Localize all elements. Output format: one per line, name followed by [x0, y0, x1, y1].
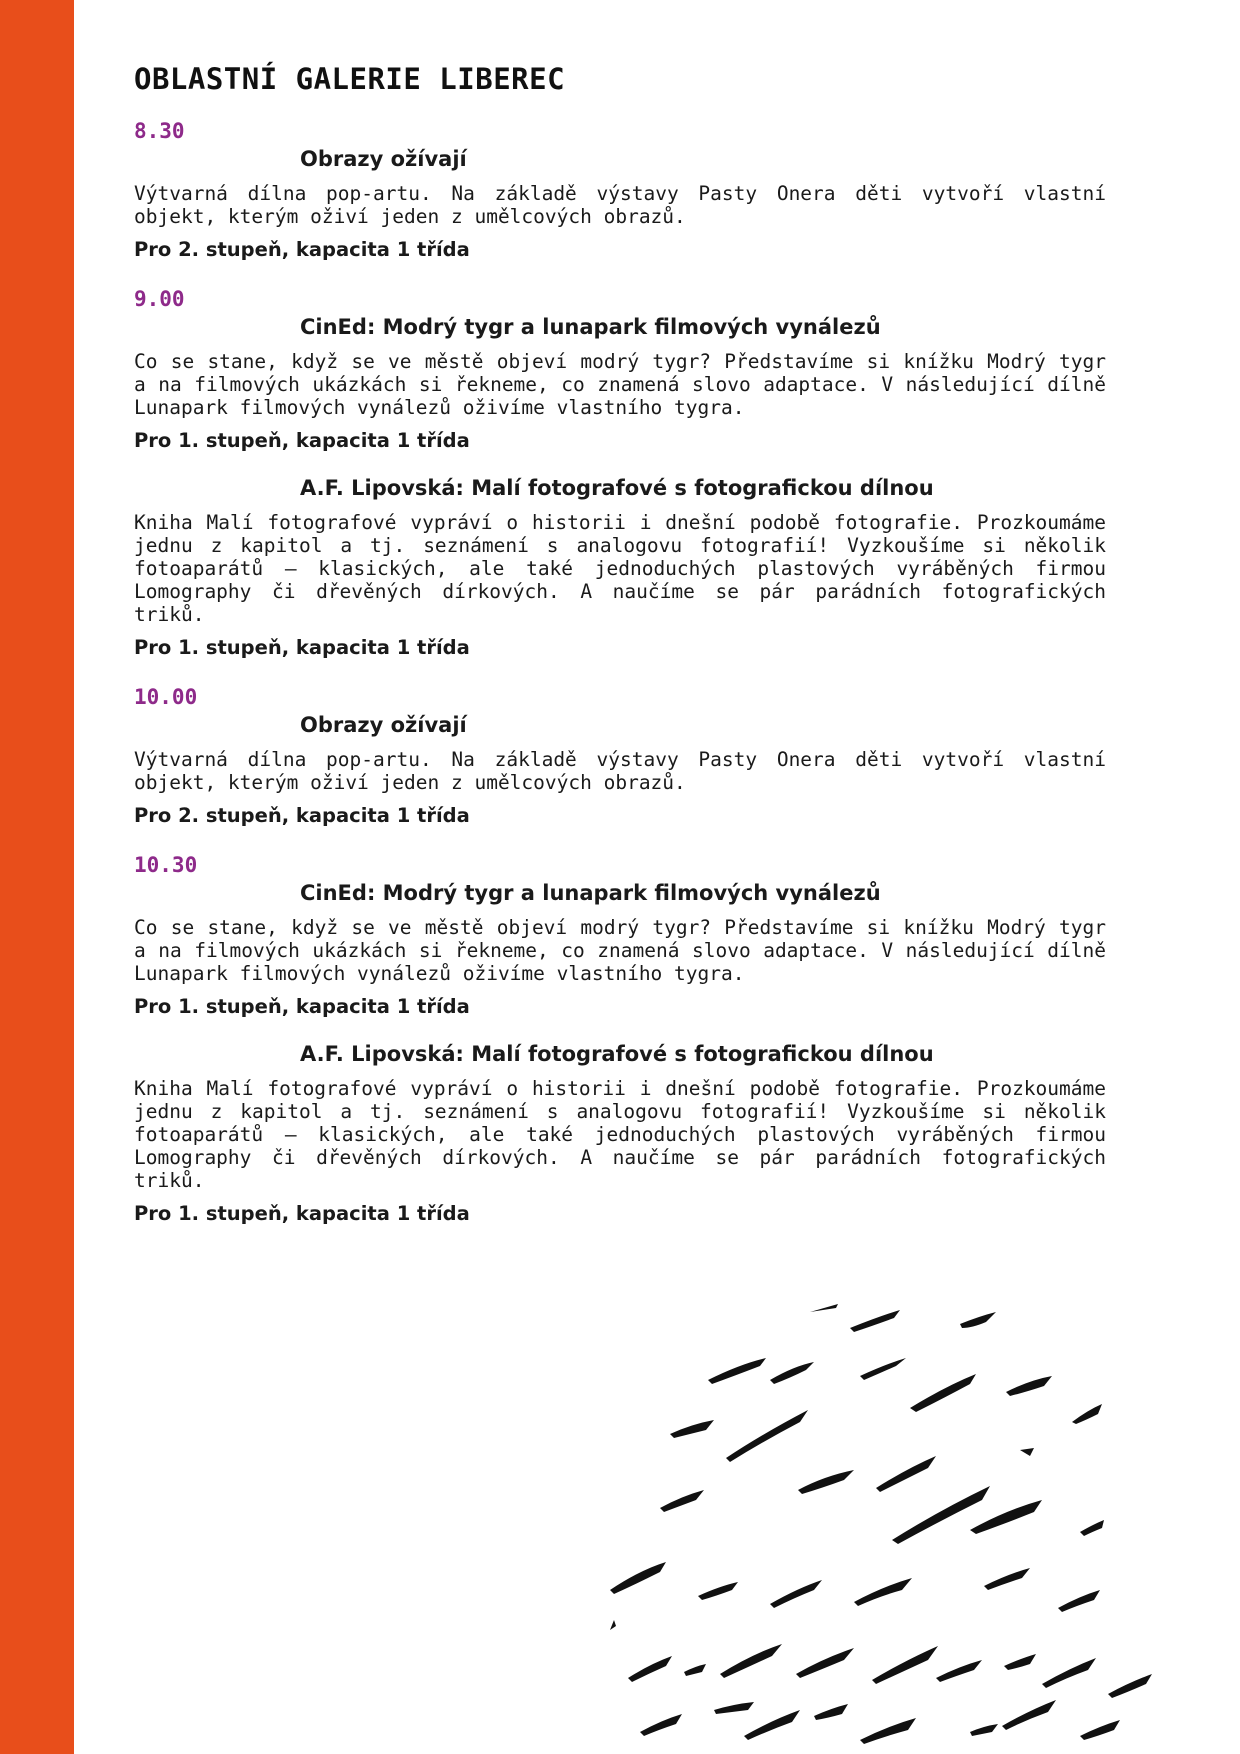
brush-stroke [770, 1362, 814, 1384]
brush-stroke [628, 1656, 672, 1682]
event-description: Kniha Malí fotografové vypráví o historii i dnešní podobě fotografie. Prozkoumáme jednu z kapitol a tj. seznámení s analogovu fotografií! Vyzkoušíme si několik fotoaparátů – klasických, ale také jednoduchých plastových vyráběných firmou Lomography či dřevěných dírkových. A naučíme se pár parádních fotografických triků. [134, 1077, 1106, 1192]
brush-stroke [744, 1710, 800, 1740]
brush-stroke [970, 1500, 1042, 1534]
brush-stroke [796, 1648, 854, 1678]
page-title: OBLASTNÍ GALERIE LIBEREC [134, 62, 566, 96]
event-title: Obrazy ožívají [300, 147, 467, 171]
brush-stroke [698, 1582, 738, 1600]
event-description: Kniha Malí fotografové vypráví o historii i dnešní podobě fotografie. Prozkoumáme jednu z kapitol a tj. seznámení s analogovu fotografií! Vyzkoušíme si několik fotoaparátů – klasických, ale také jednoduchých plastových vyráběných firmou Lomography či dřevěných dírkových. A naučíme se pár parádních fotografických triků. [134, 511, 1106, 626]
brush-stroke [960, 1312, 996, 1328]
time-slot [134, 852, 1106, 1226]
brush-stroke [892, 1486, 990, 1544]
time-slot [134, 286, 1106, 660]
event-title: CinEd: Modrý tygr a lunapark filmových vynálezů [300, 315, 881, 339]
event-title: Obrazy ožívají [300, 713, 467, 737]
brush-stroke [684, 1664, 706, 1676]
time-slot [134, 684, 1106, 828]
brush-stroke [854, 1578, 912, 1606]
brush-stroke [1080, 1520, 1104, 1536]
event-audience: Pro 1. stupeň, kapacita 1 třída [134, 1202, 470, 1225]
brush-stroke [798, 1470, 854, 1494]
slot-time: 10.30 [134, 853, 198, 877]
program-content [134, 62, 1106, 1226]
brush-stroke [670, 1420, 714, 1438]
brush-stroke [1002, 1700, 1056, 1730]
event [134, 314, 1106, 453]
brush-stroke [714, 1702, 754, 1714]
brush-stroke [708, 1358, 766, 1384]
event-audience: Pro 1. stupeň, kapacita 1 třída [134, 429, 470, 452]
brush-stroke [910, 1374, 976, 1412]
event [134, 880, 1106, 1019]
brush-stroke [876, 1456, 936, 1492]
brush-stroke [660, 1490, 704, 1512]
brush-stroke [1072, 1404, 1102, 1424]
brush-stroke [610, 1620, 616, 1630]
event-description: Výtvarná dílna pop-artu. Na základě výstavy Pasty Onera děti vytvoří vlastní objekt, kterým oživí jeden z umělcových obrazů. [134, 748, 1106, 794]
brush-stroke [1058, 1590, 1100, 1612]
slot-time: 10.00 [134, 685, 198, 709]
event-audience: Pro 2. stupeň, kapacita 1 třída [134, 238, 470, 261]
event [134, 712, 1106, 828]
slot-time: 9.00 [134, 287, 185, 311]
brush-stroke [936, 1660, 982, 1682]
event [134, 1041, 1106, 1226]
event-title: A.F. Lipovská: Malí fotografové s fotografickou dílnou [300, 476, 934, 500]
event-audience: Pro 1. stupeň, kapacita 1 třída [134, 636, 470, 659]
brush-stroke [970, 1724, 998, 1736]
brush-stroke [1004, 1654, 1036, 1670]
brush-stroke [984, 1568, 1030, 1590]
event-description: Výtvarná dílna pop-artu. Na základě výstavy Pasty Onera děti vytvoří vlastní objekt, kterým oživí jeden z umělcových obrazů. [134, 182, 1106, 228]
brush-stroke [720, 1644, 782, 1678]
event [134, 146, 1106, 262]
brush-stroke [810, 1304, 838, 1312]
brush-stroke [1080, 1720, 1120, 1740]
event-title: A.F. Lipovská: Malí fotografové s fotografickou dílnou [300, 1042, 934, 1066]
brush-stroke [1020, 1448, 1034, 1456]
brush-stroke [726, 1410, 808, 1462]
brush-stroke [640, 1714, 682, 1736]
brush-stroke [850, 1310, 900, 1332]
event-audience: Pro 2. stupeň, kapacita 1 třída [134, 804, 470, 827]
brush-stroke [1042, 1658, 1096, 1688]
brush-stroke [860, 1358, 906, 1380]
brush-stroke-pattern [610, 1300, 1190, 1754]
brush-stroke [610, 1562, 666, 1594]
brush-stroke [814, 1704, 848, 1720]
brush-stroke [860, 1718, 916, 1744]
brush-stroke [770, 1580, 822, 1608]
brush-stroke [1108, 1674, 1152, 1698]
side-stripe [0, 0, 74, 1754]
slot-time: 8.30 [134, 119, 185, 143]
event [134, 475, 1106, 660]
event-description: Co se stane, když se ve městě objeví modrý tygr? Představíme si knížku Modrý tygr a na filmových ukázkách si řekneme, co znamená slovo adaptace. V následující dílně Lunapark filmových vynálezů oživíme vlastního tygra. [134, 916, 1106, 985]
brush-stroke [872, 1646, 938, 1684]
event-title: CinEd: Modrý tygr a lunapark filmových vynálezů [300, 881, 881, 905]
brush-stroke [1006, 1376, 1052, 1396]
event-description: Co se stane, když se ve městě objeví modrý tygr? Představíme si knížku Modrý tygr a na filmových ukázkách si řekneme, co znamená slovo adaptace. V následující dílně Lunapark filmových vynálezů oživíme vlastního tygra. [134, 350, 1106, 419]
time-slot [134, 118, 1106, 262]
event-audience: Pro 1. stupeň, kapacita 1 třída [134, 995, 470, 1018]
